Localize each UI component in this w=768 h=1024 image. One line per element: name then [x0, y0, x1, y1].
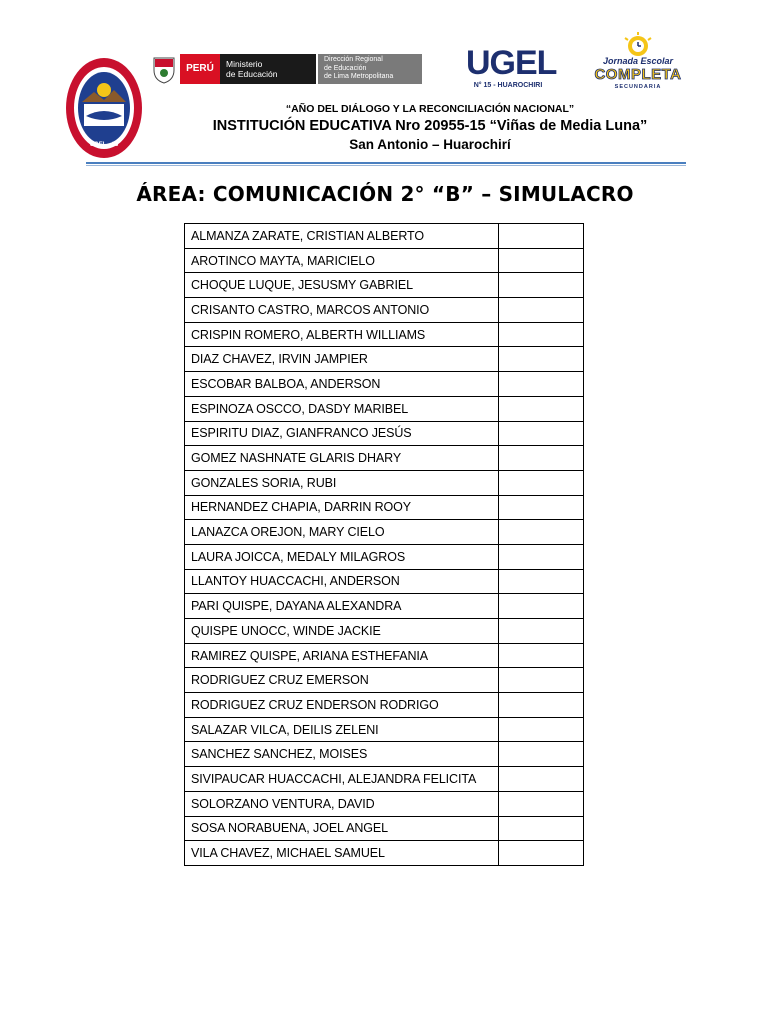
student-name-cell: CRISPIN ROMERO, ALBERTH WILLIAMS: [185, 322, 499, 347]
student-name-cell: ESPIRITU DIAZ, GIANFRANCO JESÚS: [185, 421, 499, 446]
student-name-cell: GONZALES SORIA, RUBI: [185, 470, 499, 495]
student-name-cell: SALAZAR VILCA, DEILIS ZELENI: [185, 717, 499, 742]
header-divider: [86, 162, 686, 164]
blank-cell: [499, 421, 584, 446]
svg-text:UGEL - 15: UGEL - 15: [89, 142, 119, 148]
table-row: [185, 742, 584, 767]
table-row: [185, 396, 584, 421]
student-name-cell: SOLORZANO VENTURA, DAVID: [185, 791, 499, 816]
blank-cell: [499, 470, 584, 495]
header-divider-shadow: [86, 165, 686, 166]
blank-cell: [499, 248, 584, 273]
regional-label: [318, 54, 422, 84]
student-roster-table: [184, 223, 584, 866]
student-name-cell: LANAZCA OREJON, MARY CIELO: [185, 520, 499, 545]
regional-line-2: de Educación: [324, 64, 367, 72]
table-row: [185, 495, 584, 520]
regional-line-3: de Lima Metropolitana: [324, 73, 394, 80]
table-row: [185, 470, 584, 495]
student-name-cell: QUISPE UNOCC, WINDE JACKIE: [185, 619, 499, 644]
ministry-line-1: Ministerio: [226, 59, 263, 69]
blank-cell: [499, 569, 584, 594]
blank-cell: [499, 224, 584, 249]
table-row: [185, 544, 584, 569]
student-name-cell: VILA CHAVEZ, MICHAEL SAMUEL: [185, 841, 499, 866]
ministry-line-2: de Educación: [226, 69, 278, 79]
table-row: [185, 248, 584, 273]
peru-shield-icon: [150, 54, 178, 84]
peru-label: PERÚ: [180, 54, 220, 84]
student-name-cell: ESCOBAR BALBOA, ANDERSON: [185, 372, 499, 397]
student-name-cell: SANCHEZ SANCHEZ, MOISES: [185, 742, 499, 767]
blank-cell: [499, 791, 584, 816]
student-name-cell: LLANTOY HUACCACHI, ANDERSON: [185, 569, 499, 594]
ministry-label: [220, 54, 316, 84]
table-row: [185, 619, 584, 644]
blank-cell: [499, 446, 584, 471]
table-row: [185, 446, 584, 471]
school-seal-logo: [64, 56, 144, 160]
blank-cell: [499, 643, 584, 668]
blank-cell: [499, 816, 584, 841]
table-row: [185, 273, 584, 298]
blank-cell: [499, 372, 584, 397]
student-name-cell: RODRIGUEZ CRUZ ENDERSON RODRIGO: [185, 693, 499, 718]
blank-cell: [499, 619, 584, 644]
blank-cell: [499, 520, 584, 545]
institution-name: INSTITUCIÓN EDUCATIVA Nro 20955-15 “Viñas de Media Luna”: [212, 118, 648, 134]
blank-cell: [499, 495, 584, 520]
blank-cell: [499, 841, 584, 866]
blank-cell: [499, 693, 584, 718]
institution-location: San Antonio – Huarochirí: [349, 137, 511, 152]
table-row: [185, 717, 584, 742]
blank-cell: [499, 742, 584, 767]
blank-cell: [499, 594, 584, 619]
student-name-cell: DIAZ CHAVEZ, IRVIN JAMPIER: [185, 347, 499, 372]
ugel-wordmark: UGEL: [466, 44, 557, 82]
ugel-logo: [466, 44, 557, 94]
table-row: [185, 767, 584, 792]
table-row: [185, 569, 584, 594]
table-row: [185, 421, 584, 446]
student-name-cell: AROTINCO MAYTA, MARICIELO: [185, 248, 499, 273]
student-name-cell: GOMEZ NASHNATE GLARIS DHARY: [185, 446, 499, 471]
table-row: [185, 668, 584, 693]
table-row: [185, 298, 584, 323]
student-name-cell: CRISANTO CASTRO, MARCOS ANTONIO: [185, 298, 499, 323]
student-name-cell: CHOQUE LUQUE, JESUSMY GABRIEL: [185, 273, 499, 298]
table-row: [185, 841, 584, 866]
jornada-line-3: SECUNDARIA: [614, 84, 662, 90]
jornada-line-2: COMPLETA: [594, 66, 682, 83]
student-name-cell: SOSA NORABUENA, JOEL ANGEL: [185, 816, 499, 841]
student-name-cell: SIVIPAUCAR HUACCACHI, ALEJANDRA FELICITA: [185, 767, 499, 792]
table-row: [185, 372, 584, 397]
student-name-cell: PARI QUISPE, DAYANA ALEXANDRA: [185, 594, 499, 619]
blank-cell: [499, 322, 584, 347]
table-row: [185, 693, 584, 718]
roster-body: [185, 224, 584, 866]
table-row: [185, 347, 584, 372]
page-title: ÁREA: COMUNICACIÓN 2° “B” – SIMULACRO: [136, 182, 634, 206]
blank-cell: [499, 767, 584, 792]
table-row: [185, 643, 584, 668]
table-row: [185, 791, 584, 816]
table-row: [185, 322, 584, 347]
minedu-logo: [150, 54, 422, 84]
jornada-completa-logo: [590, 30, 686, 94]
blank-cell: [499, 273, 584, 298]
ugel-subtitle: N° 15 - HUAROCHIRI: [473, 82, 543, 89]
student-name-cell: RODRIGUEZ CRUZ EMERSON: [185, 668, 499, 693]
table-row: [185, 594, 584, 619]
blank-cell: [499, 544, 584, 569]
student-name-cell: RAMIREZ QUISPE, ARIANA ESTHEFANIA: [185, 643, 499, 668]
student-name-cell: ALMANZA ZARATE, CRISTIAN ALBERTO: [185, 224, 499, 249]
blank-cell: [499, 396, 584, 421]
blank-cell: [499, 347, 584, 372]
table-row: [185, 816, 584, 841]
student-name-cell: LAURA JOICCA, MEDALY MILAGROS: [185, 544, 499, 569]
student-name-cell: HERNANDEZ CHAPIA, DARRIN ROOY: [185, 495, 499, 520]
student-name-cell: ESPINOZA OSCCO, DASDY MARIBEL: [185, 396, 499, 421]
regional-line-1: Dirección Regional: [324, 56, 383, 63]
blank-cell: [499, 717, 584, 742]
national-motto: “AÑO DEL DIÁLOGO Y LA RECONCILIACIÓN NACIONAL”: [285, 103, 575, 115]
blank-cell: [499, 668, 584, 693]
jornada-line-1: Jornada Escolar: [602, 56, 674, 66]
table-row: [185, 224, 584, 249]
table-row: [185, 520, 584, 545]
blank-cell: [499, 298, 584, 323]
